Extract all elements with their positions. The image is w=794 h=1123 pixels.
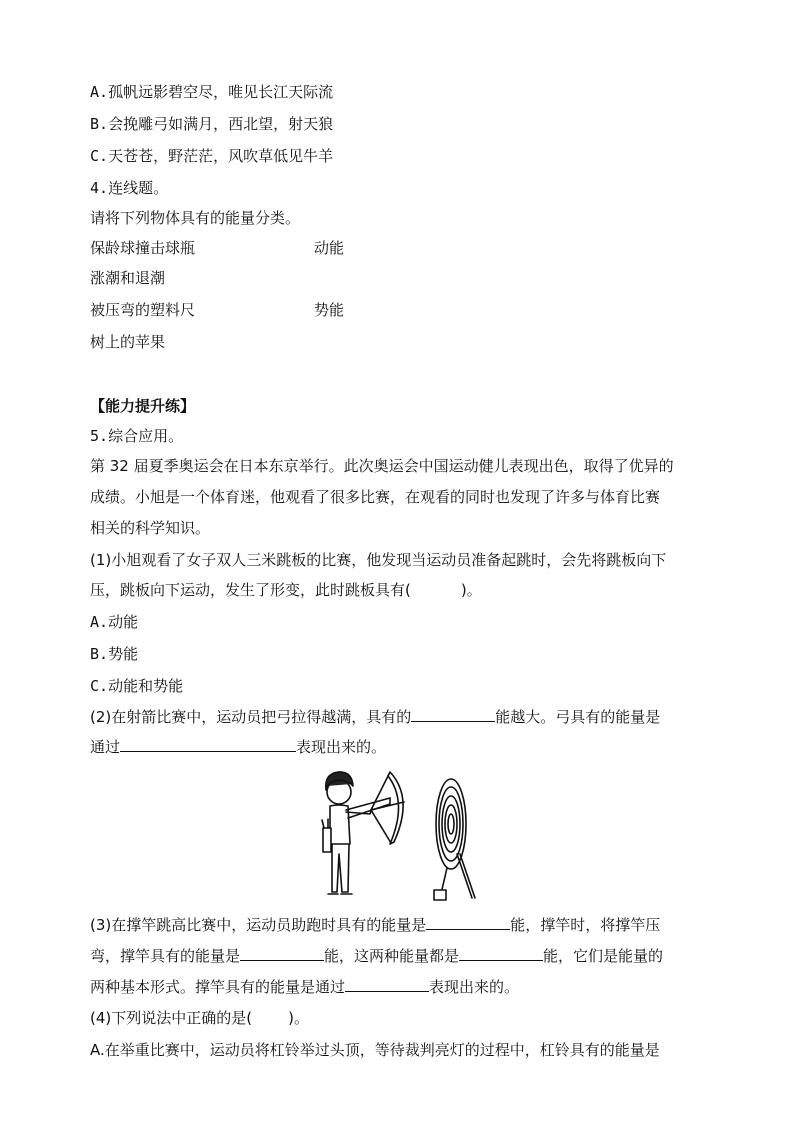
- text-span: 压，跳板向下运动，发生了形变，此时跳板具有(: [90, 581, 411, 599]
- option-text: 孤帆远影碧空尽，唯见长江天际流: [108, 83, 334, 101]
- subquestion-4-line: [90, 1008, 309, 1028]
- question-title: 连线题。: [108, 179, 169, 197]
- answer-blank[interactable]: [240, 945, 324, 961]
- option-text: 天苍苍，野茫茫，风吹草低见牛羊: [108, 147, 334, 165]
- text-span: 通过: [90, 738, 121, 756]
- subquestion-1-line: (1)小旭观看了女子双人三米跳板的比赛，他发现当运动员准备起跳时，会先将跳板向下: [90, 551, 667, 569]
- subquestion-1-line: [90, 580, 482, 600]
- option-c: [90, 676, 183, 696]
- option-letter: A.: [90, 83, 109, 101]
- text-span: (2)在射箭比赛中，运动员把弓拉得越满，具有的: [90, 708, 412, 726]
- archer-torso: [330, 805, 350, 844]
- archer-legs: [332, 844, 349, 892]
- match-left-item: 涨潮和退潮: [90, 269, 166, 287]
- text-span: )。: [460, 581, 482, 599]
- match-left-item: 树上的苹果: [90, 333, 166, 351]
- option-letter: C.: [90, 147, 109, 165]
- text-span: 能，撑竿时，将撑竿压: [510, 916, 661, 934]
- text-span: )。: [288, 1009, 309, 1027]
- option-letter: B.: [90, 115, 109, 133]
- text-span: 能，它们是能量的: [543, 947, 664, 965]
- option-letter: B.: [90, 645, 109, 663]
- subquestion-2-line: [90, 706, 660, 727]
- text-span: 表现出来的。: [429, 978, 520, 996]
- text-span: 弯，撑竿具有的能量是: [90, 947, 241, 965]
- option-c: [90, 146, 333, 166]
- question-number: 4.: [90, 179, 109, 197]
- text-span: 能，这两种能量都是: [324, 947, 460, 965]
- option-a: [90, 612, 138, 632]
- match-right-item: 势能: [314, 301, 345, 319]
- text-span: (4)下列说法中正确的是(: [90, 1009, 253, 1027]
- section-title: 【能力提升练】: [90, 397, 196, 415]
- answer-blank[interactable]: [120, 736, 296, 752]
- option-b: [90, 114, 333, 134]
- answer-blank[interactable]: [411, 706, 495, 722]
- archery-illustration: [318, 762, 483, 904]
- match-right-item: 动能: [314, 239, 345, 257]
- option-text: 动能: [108, 613, 139, 631]
- option-letter: C.: [90, 677, 109, 695]
- option-letter: A.: [90, 613, 109, 631]
- option-b: [90, 644, 138, 664]
- question-4-instruction: 请将下列物体具有的能量分类。: [90, 209, 301, 227]
- match-left-item: 被压弯的塑料尺: [90, 301, 196, 319]
- answer-blank[interactable]: [459, 945, 543, 961]
- option-text: 会挽雕弓如满月，西北望，射天狼: [108, 115, 334, 133]
- question-5-heading: [90, 426, 183, 446]
- subquestion-3-line: [90, 976, 519, 997]
- question-title: 综合应用。: [108, 427, 184, 445]
- intro-line: 第 32 届夏季奥运会在日本东京举行。此次奥运会中国运动健儿表现出色，取得了优异的: [90, 457, 674, 475]
- option-text: 势能: [108, 645, 139, 663]
- option-text: 动能和势能: [108, 677, 184, 695]
- text-span: 能越大。弓具有的能量是: [495, 708, 661, 726]
- target-ring: [436, 779, 466, 869]
- subquestion-4-option-a: A.在举重比赛中，运动员将杠铃举过头顶，等待裁判亮灯的过程中，杠铃具有的能量是: [90, 1041, 660, 1059]
- question-4-heading: [90, 178, 168, 198]
- text-span: 两种基本形式。撑竿具有的能量是通过: [90, 978, 346, 996]
- quiver: [323, 828, 331, 852]
- text-span: 表现出来的。: [296, 738, 387, 756]
- intro-line: 相关的科学知识。: [90, 519, 211, 537]
- subquestion-2-line: [90, 736, 386, 757]
- match-left-item: 保龄球撞击球瓶: [90, 239, 196, 257]
- option-a: [90, 82, 333, 102]
- bow: [388, 772, 403, 844]
- answer-blank[interactable]: [426, 914, 510, 930]
- question-number: 5.: [90, 427, 109, 445]
- subquestion-3-line: [90, 914, 660, 935]
- answer-blank[interactable]: [345, 976, 429, 992]
- text-span: (3)在撑竿跳高比赛中，运动员助跑时具有的能量是: [90, 916, 427, 934]
- intro-line: 成绩。小旭是一个体育迷，他观看了很多比赛，在观看的同时也发现了许多与体育比赛: [90, 488, 661, 506]
- archer-front-arm: [346, 798, 390, 818]
- subquestion-3-line: [90, 945, 663, 966]
